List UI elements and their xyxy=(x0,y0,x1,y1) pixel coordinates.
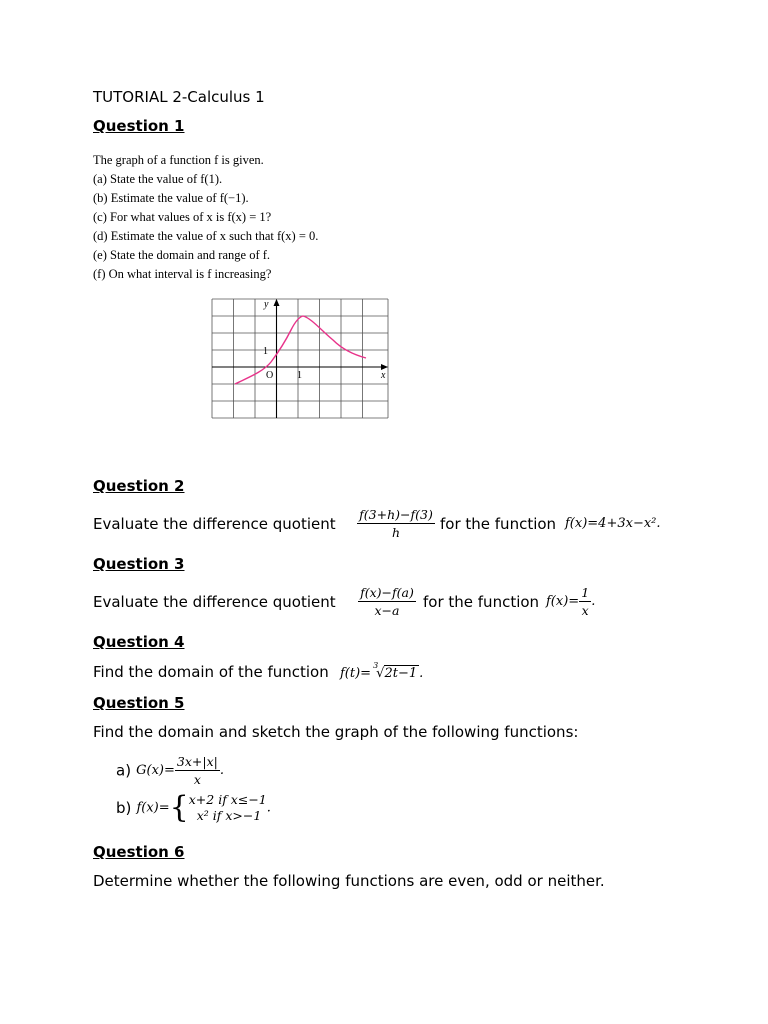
q2-frac-denominator: h xyxy=(391,525,401,540)
origin-label: O xyxy=(266,370,274,381)
q3-func-lhs: f(x)= xyxy=(546,594,580,609)
q4-radicand: 2t−1 xyxy=(384,666,418,681)
q1-line: (f) On what interval is f increasing? xyxy=(93,267,272,281)
x-tick-one-label: 1 xyxy=(297,370,302,381)
question-4-heading: Question 4 xyxy=(93,633,185,651)
q4-text: Find the domain of the function xyxy=(93,663,329,681)
q1-line: The graph of a function f is given. xyxy=(93,153,264,167)
q5-b-case2: x² if x>−1 xyxy=(196,808,262,823)
q5-b-label: b) xyxy=(116,799,132,817)
q4-func-lhs: f(t)= xyxy=(340,666,372,681)
q5-b-lhs: f(x)= xyxy=(136,800,170,816)
q5-a-label: a) xyxy=(116,761,132,780)
q3-fraction xyxy=(353,584,421,619)
q1-line: (b) Estimate the value of f(−1). xyxy=(93,191,249,205)
q5-a-denominator: x xyxy=(193,772,201,787)
question-3-heading: Question 3 xyxy=(93,555,185,573)
q2-fraction xyxy=(353,506,439,541)
q1-line: (d) Estimate the value of x such that f(x) = 0. xyxy=(93,229,319,243)
function-graph xyxy=(211,298,391,420)
q2-prefix: Evaluate the difference quotient xyxy=(93,515,336,533)
left-brace-icon: { xyxy=(169,790,189,825)
q1-line: (c) For what values of x is f(x) = 1? xyxy=(93,210,272,224)
q5-b-case1: x+2 if x≤−1 xyxy=(188,792,267,807)
q2-frac-numerator: f(3+h)−f(3) xyxy=(359,507,433,522)
question-6-heading: Question 6 xyxy=(93,843,185,861)
document-title: TUTORIAL 2-Calculus 1 xyxy=(93,88,265,106)
q3-middle: for the function xyxy=(423,593,540,611)
y-axis-arrow xyxy=(274,299,280,306)
q5-a-numerator: 3x+|x| xyxy=(176,754,218,769)
question-2-heading: Question 2 xyxy=(93,477,185,495)
x-axis-label: x xyxy=(381,370,386,381)
q3-function: f(x)= $\frac{1}{x}$ . xyxy=(546,585,596,618)
q3-frac-denominator: x−a xyxy=(374,603,400,618)
q2-function: f(x)=4+3x−x². xyxy=(565,516,661,531)
radical-icon: √ xyxy=(376,666,385,681)
q4-function: f(t)=$^3$√2t−1 . xyxy=(340,660,424,681)
q5-part-b: b) f(x)={ x+2 if x≤−1 x² if x>−1 . xyxy=(116,790,271,825)
q5-a-lhs: G(x)= xyxy=(136,763,175,778)
q3-prefix: Evaluate the difference quotient xyxy=(93,593,336,611)
q2-middle: for the function xyxy=(440,515,557,533)
q6-text: Determine whether the following functions are even, odd or neither. xyxy=(93,872,605,890)
q1-line: (e) State the domain and range of f. xyxy=(93,248,271,262)
q3-frac-numerator: f(x)−f(a) xyxy=(360,585,414,600)
question-1-text xyxy=(93,151,318,284)
q5-part-a: a) G(x)= $\frac{3x+|x|}{x}$ . xyxy=(116,754,224,787)
q3-func-denominator: x xyxy=(581,603,589,618)
y-tick-one-label: 1 xyxy=(263,346,268,357)
question-1-heading: Question 1 xyxy=(93,117,185,135)
q3-func-numerator: 1 xyxy=(581,585,590,600)
y-axis-label: y xyxy=(264,299,269,310)
q1-line: (a) State the value of f(1). xyxy=(93,172,223,186)
question-5-heading: Question 5 xyxy=(93,694,185,712)
q4-root-index: 3 xyxy=(373,660,379,670)
q5-text: Find the domain and sketch the graph of the following functions: xyxy=(93,723,579,741)
